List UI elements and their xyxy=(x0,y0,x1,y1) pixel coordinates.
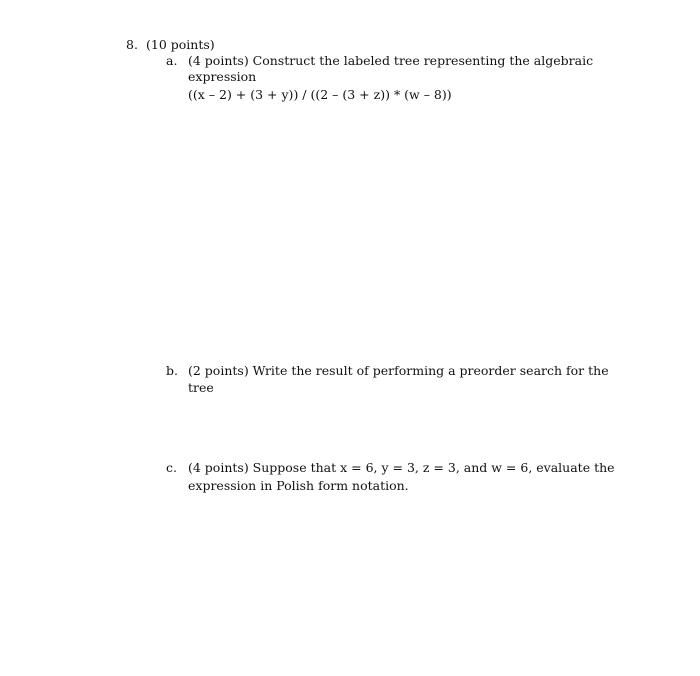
part-a-label: a. xyxy=(166,53,178,68)
part-a-text-line2: expression xyxy=(188,69,257,84)
part-b-text-line2: tree xyxy=(188,380,214,395)
part-b-label: b. xyxy=(166,363,178,378)
part-b-text-line1: (2 points) Write the result of performing a preorder search for the xyxy=(188,363,609,378)
part-c-text-line1: (4 points) Suppose that x = 6, y = 3, z = 3, and w = 6, evaluate the xyxy=(188,460,615,475)
algebraic-expression: ((x – 2) + (3 + y)) / ((2 – (3 + z)) * (w – 8)) xyxy=(188,87,452,102)
question-number: 8. xyxy=(126,37,138,52)
part-c-label: c. xyxy=(166,460,177,475)
part-a-text-line1: (4 points) Construct the labeled tree representing the algebraic xyxy=(188,53,594,68)
question-points: (10 points) xyxy=(146,37,215,52)
part-c-text-line2: expression in Polish form notation. xyxy=(188,478,409,493)
